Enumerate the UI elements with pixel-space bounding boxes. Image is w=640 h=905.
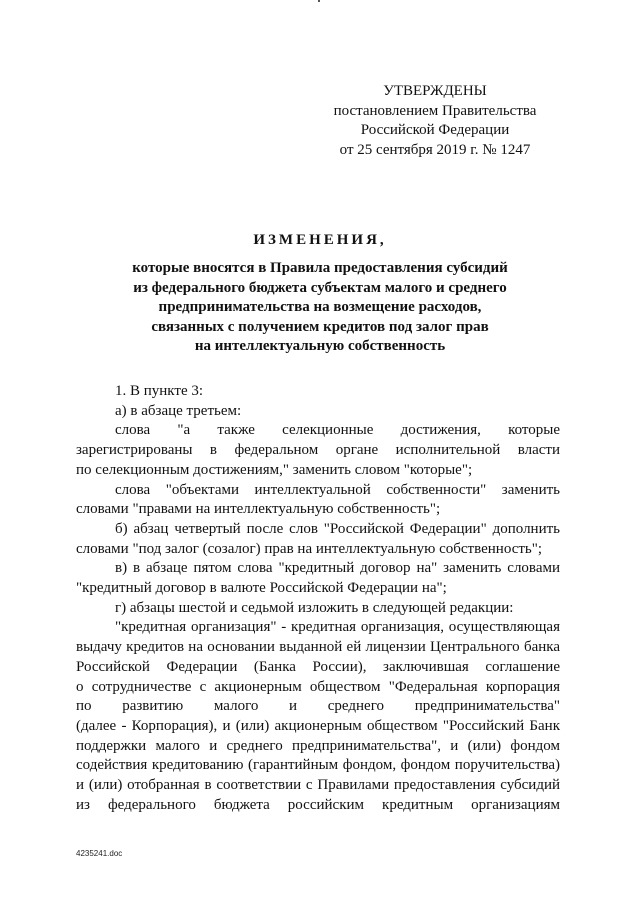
paragraph-line: содействия кредитованию (гарантийным фондом, фондом поручительства)	[76, 757, 560, 774]
paragraph-line: по развитию малого и среднего предпринимательства"	[76, 698, 560, 715]
paragraph-line: г) абзацы шестой и седьмой изложить в следующей редакции:	[115, 599, 514, 616]
paragraph-line: "кредитная организация" - кредитная организация, осуществляющая	[115, 619, 560, 636]
paragraph-line: 1. В пункте 3:	[115, 383, 204, 399]
paragraph-line: поддержки малого и среднего предпринимательства", и (или) фондом	[76, 737, 560, 754]
paragraph-line: и (или) отобранная в соответствии с Правилами предоставления субсидий	[76, 777, 560, 794]
paragraph-line: Российской Федерации (Банка России), заключившая соглашение	[76, 658, 560, 675]
page-top-mark	[318, 0, 320, 2]
document-filename: 4235241.doc	[76, 849, 123, 858]
paragraph-line: словами "под залог (созалог) прав на интеллектуальную собственность";	[76, 540, 543, 557]
paragraph-line: "кредитный договор в валюте Российской Федерации на";	[76, 580, 447, 597]
paragraph-line: б) абзац четвертый после слов "Российской Федерации" дополнить	[115, 520, 560, 537]
approval-date-number: от 25 сентября 2019 г. № 1247	[339, 141, 531, 158]
document-title: ИЗМЕНЕНИЯ,	[253, 232, 387, 248]
paragraph-line: словами "правами на интеллектуальную собственность";	[76, 501, 441, 518]
subtitle-line: на интеллектуальную собственность	[194, 338, 446, 354]
paragraph-line: из федерального бюджета российским кредитным организациям	[76, 796, 560, 813]
paragraph-line: в) в абзаце пятом слова "кредитный договор на" заменить словами	[115, 560, 560, 577]
paragraph-line: зарегистрированы в федеральном органе исполнительной власти	[76, 442, 560, 459]
approval-block	[320, 82, 550, 160]
approval-resolution: постановлением Правительства	[333, 102, 537, 119]
paragraph-line: (далее - Корпорация), и (или) акционерным обществом "Российский Банк	[76, 717, 560, 734]
subtitle-line: из федерального бюджета субъектам малого и среднего	[133, 279, 507, 296]
paragraph-line: слова "объектами интеллектуальной собственности" заменить	[115, 481, 560, 498]
paragraph-line: а) в абзаце третьем:	[115, 402, 242, 419]
subtitle-line: которые вносятся в Правила предоставления субсидий	[132, 260, 508, 276]
document-body	[76, 382, 560, 815]
approval-heading: УТВЕРЖДЕНЫ	[383, 83, 487, 99]
approval-country: Российской Федерации	[360, 122, 510, 138]
subtitle-line: связанных с получением кредитов под залог прав	[151, 318, 489, 335]
document-subtitle	[60, 259, 580, 357]
paragraph-line: о сотрудничестве с акционерным обществом "Федеральная корпорация	[76, 678, 560, 695]
paragraph-line: по селекционным достижениям," заменить словом "которые";	[76, 461, 473, 478]
subtitle-line: предпринимательства на возмещение расходов,	[158, 299, 482, 315]
paragraph-line: выдачу кредитов на основании выданной ей лицензии Центрального банка	[76, 639, 560, 656]
paragraph-line: слова "а также селекционные достижения, которые	[115, 422, 560, 439]
